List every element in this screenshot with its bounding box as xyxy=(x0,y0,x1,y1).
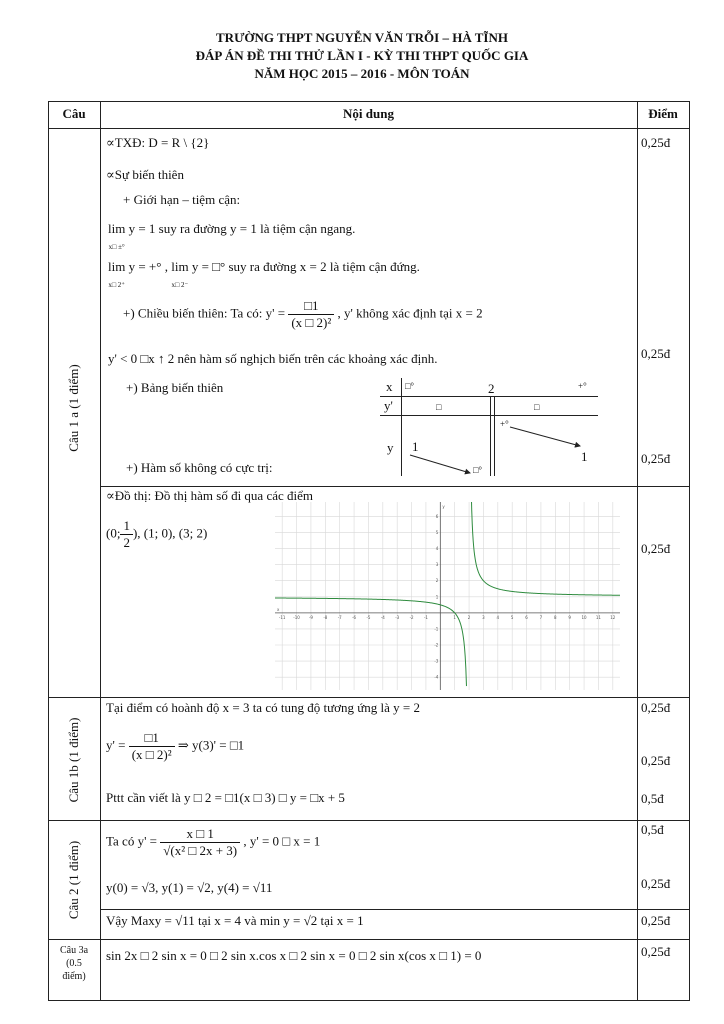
x-tick-label: 8 xyxy=(554,614,557,620)
vt-x-right: +° xyxy=(578,381,587,391)
vt-arrow-left xyxy=(410,455,470,473)
graph-points: (0; $\frac{1}{2}$ ), (1; 0), (3; 2) xyxy=(106,518,208,550)
x-axis-label: x xyxy=(277,606,280,612)
graph-heading: ∝Đồ thị: Đồ thị hàm số đi qua các điểm xyxy=(106,488,314,503)
x-tick-label: -5 xyxy=(366,614,371,620)
score-1b-3: 0,5đ xyxy=(641,791,664,806)
x-tick-label: 10 xyxy=(581,614,587,620)
score-1a-1: 0,25đ xyxy=(641,135,671,150)
exam-title: ĐÁP ÁN ĐỀ THI THỬ LẦN I - KỲ THI THPT QUỐC GIA xyxy=(195,48,529,63)
y-tick-label: -3 xyxy=(434,658,439,664)
vt-yprime-right: □ xyxy=(534,402,540,412)
no-extremum-line: +) Hàm số không có cực trị: xyxy=(126,460,273,475)
x-tick-label: -4 xyxy=(380,614,385,620)
y-axis-label: y xyxy=(442,504,445,509)
vt-y-label: y xyxy=(387,440,394,455)
x-tick-label: -3 xyxy=(395,614,400,620)
y-tick-label: -1 xyxy=(434,626,439,632)
vt-yprime-left: □ xyxy=(436,402,442,412)
score-2-3: 0,25đ xyxy=(641,913,671,928)
variation-table-heading: +) Bảng biến thiên xyxy=(126,380,224,395)
score-1b-1: 0,25đ xyxy=(641,700,671,715)
x-tick-label: -8 xyxy=(323,614,328,620)
x-tick-label: 5 xyxy=(510,614,514,620)
vt-yprime-label: y' xyxy=(384,398,393,413)
q2-line2: y(0) = √3, y(1) = √2, y(4) = √11 xyxy=(106,880,273,895)
vt-y-right-bottom: 1 xyxy=(581,449,588,464)
q1b-line3: Pttt cần viết là y □ 2 = □1(x □ 3) □ y = □x + 5 xyxy=(106,790,345,805)
q2-line1: Ta có y' = $\frac{x □ 1}{\text{√(x² □ 2x + 3)}}$ , y' = 0 □ x = 1 xyxy=(106,826,321,858)
derivative-line: +) Chiều biến thiên: Ta có: y' = $\frac{□1}{\text{(x □ 2)²}}$ , y' không xác định tại x = 2 xyxy=(123,298,483,330)
x-tick-label: -10 xyxy=(293,614,300,620)
question-1a-label: Câu 1 a (1 điểm) xyxy=(66,364,81,452)
x-tick-label: 1 xyxy=(453,614,456,620)
vt-x-left: □° xyxy=(405,381,415,391)
variation-heading: ∝Sự biến thiên xyxy=(106,167,184,182)
q2-line3: Vậy Maxy = √11 tại x = 4 và min y = √2 tại x = 1 xyxy=(106,913,364,928)
vt-x-mid: 2 xyxy=(488,381,495,396)
x-tick-label: 2 xyxy=(467,614,471,620)
x-tick-label: -11 xyxy=(278,614,286,620)
score-1a-2: 0,25đ xyxy=(641,346,671,361)
y-tick-label: 1 xyxy=(435,594,439,600)
score-3a: 0,25đ xyxy=(641,944,671,959)
monotonic-line: y' < 0 □x ↑ 2 nên hàm số nghịch biến trên các khoảng xác định. xyxy=(108,351,438,366)
vt-x-label: x xyxy=(386,379,393,394)
y-tick-label: 2 xyxy=(435,578,439,584)
q1b-line1: Tại điểm có hoành độ x = 3 ta có tung độ tương ứng là y = 2 xyxy=(106,700,420,715)
score-1b-2: 0,25đ xyxy=(641,753,671,768)
y-tick-label: 4 xyxy=(435,546,439,552)
x-tick-label: -9 xyxy=(308,614,313,620)
x-tick-label: -6 xyxy=(352,614,357,620)
col-header-question: Câu xyxy=(62,106,86,121)
x-tick-label: -1 xyxy=(423,614,428,620)
question-3a-label: Câu 3a (0.5 điểm) xyxy=(59,945,89,982)
vt-arrows xyxy=(400,415,600,477)
x-tick-label: -2 xyxy=(409,614,414,620)
score-graph: 0,25đ xyxy=(641,541,671,556)
x-tick-label: 6 xyxy=(525,614,528,620)
score-2-2: 0,25đ xyxy=(641,876,671,891)
school-title: TRƯỜNG THPT NGUYỄN VĂN TRỖI – HÀ TĨNH xyxy=(216,30,508,45)
q1b-line2: y' = $\frac{□1}{\text{(x □ 2)²}}$ ⇒ y(3)' = □1 xyxy=(106,730,245,762)
x-tick-label: 3 xyxy=(482,614,485,620)
y-tick-label: -4 xyxy=(434,674,439,680)
col-header-score: Điểm xyxy=(648,106,678,121)
function-graph xyxy=(275,502,620,690)
y-tick-label: 3 xyxy=(435,562,439,568)
x-tick-label: -7 xyxy=(337,614,342,620)
y-tick-label: 5 xyxy=(435,530,439,536)
year-subject: NĂM HỌC 2015 – 2016 - MÔN TOÁN xyxy=(254,66,470,81)
vt-y-left-bottom: □° xyxy=(473,465,483,475)
score-2-1: 0,5đ xyxy=(641,822,664,837)
question-2-label: Câu 2 (1 điểm) xyxy=(66,840,81,920)
vt-arrow-right xyxy=(510,427,580,446)
limit-horizontal: lim x□ ±° y = 1 suy ra đường y = 1 là tiệm cận ngang. xyxy=(108,221,356,251)
x-tick-label: 9 xyxy=(568,614,571,620)
q3a-line1: sin 2x □ 2 sin x = 0 □ 2 sin x.cos x □ 2 sin x = 0 □ 2 sin x(cos x □ 1) = 0 xyxy=(106,948,482,963)
x-tick-label: 4 xyxy=(496,614,500,620)
vt-y-right-top: +° xyxy=(500,419,509,429)
question-1b-label: Câu 1b (1 điểm) xyxy=(66,717,81,803)
y-tick-label: -2 xyxy=(434,642,439,648)
score-1a-3: 0,25đ xyxy=(641,451,671,466)
domain-line: ∝TXĐ: D = R \ {2} xyxy=(106,135,210,150)
x-tick-label: 12 xyxy=(610,614,616,620)
x-tick-label: 11 xyxy=(595,614,601,620)
col-header-content: Nội dung xyxy=(343,106,394,121)
limits-heading: + Giới hạn – tiệm cận: xyxy=(123,192,241,207)
x-tick-label: 7 xyxy=(539,614,543,620)
y-tick-label: 6 xyxy=(435,513,439,519)
limit-vertical: lim x□ 2⁺ y = +° , lim x□ 2⁻ y = □° suy ra đường x = 2 là tiệm cận đứng. xyxy=(108,259,420,289)
vt-y-left-top: 1 xyxy=(412,439,419,454)
